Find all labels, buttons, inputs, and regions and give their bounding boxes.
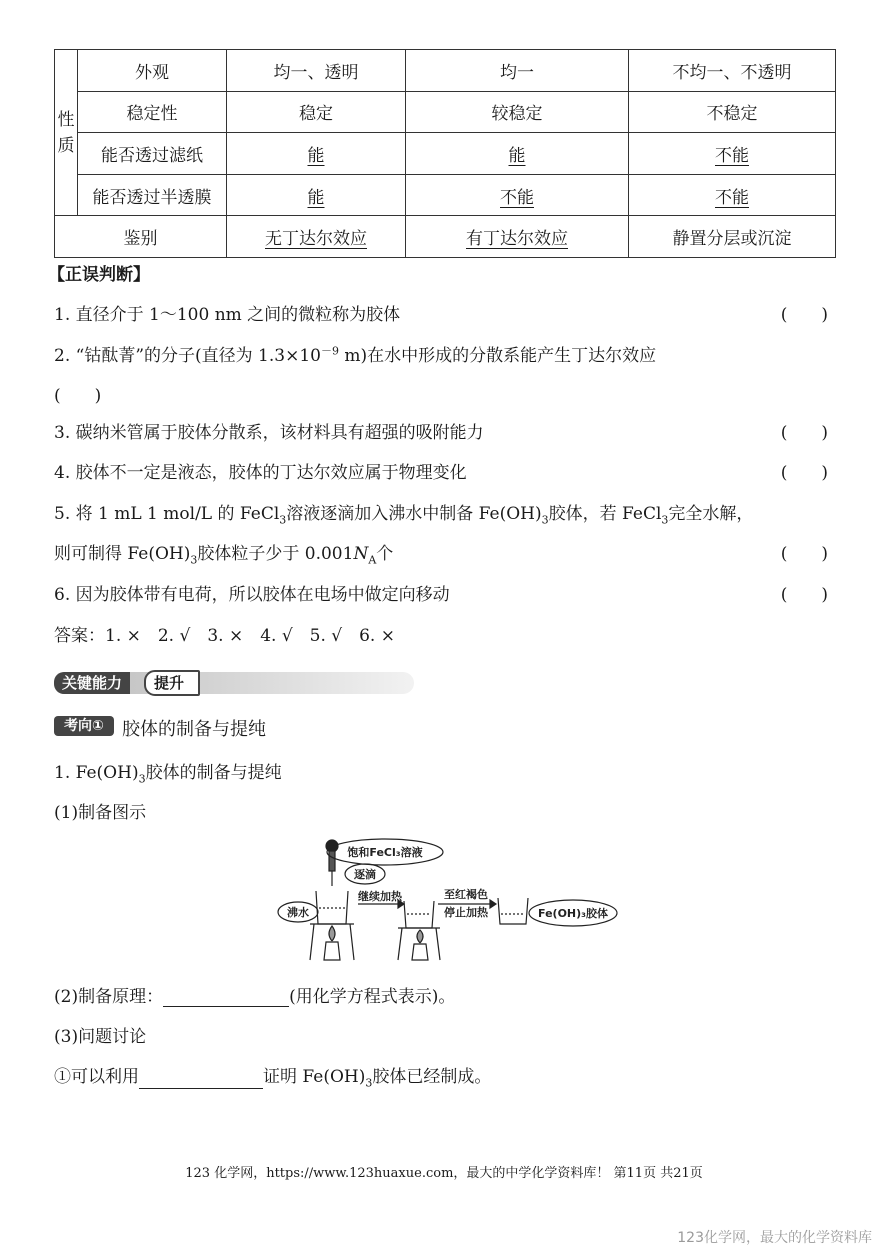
- cell-text: 不能: [715, 145, 749, 166]
- table-row: [55, 50, 836, 92]
- p3-text: (用化学方程式表示)。: [289, 987, 456, 1007]
- paragraph-5: [54, 1062, 491, 1089]
- cell-text: 能: [307, 187, 325, 208]
- table-row: [55, 133, 836, 175]
- cell: [227, 216, 406, 258]
- burner-icon: [398, 928, 440, 960]
- answer-paren[interactable]: ( ): [780, 463, 828, 483]
- question-6: 6. 因为胶体带有电荷，所以胶体在电场中做定向移动: [54, 585, 450, 605]
- banner-left-label: 关键能力: [54, 672, 130, 694]
- cell: 均一、透明: [227, 50, 406, 92]
- water-label: 沸水: [287, 906, 309, 919]
- p3-text: (2)制备原理：: [54, 987, 164, 1007]
- row-label: 能否透过半透膜: [78, 174, 227, 216]
- watermark: 123化学网，最大的化学资料库: [677, 1230, 872, 1246]
- cell: [227, 174, 406, 216]
- colloid-properties-table: [54, 49, 836, 258]
- answer-key: 答案：1. × 2. √ 3. × 4. √ 5. √ 6. ×: [54, 626, 395, 646]
- q2-text: 2. “钴酞菁”的分子(直径为 1.3×10: [54, 346, 321, 366]
- cell-text: 有丁达尔效应: [466, 229, 568, 250]
- cell: 均一: [406, 50, 629, 92]
- cell: [406, 133, 629, 175]
- answer-blank[interactable]: [139, 1070, 263, 1089]
- q5-text: 个: [376, 544, 394, 564]
- question-1: 1. 直径介于 1～100 nm 之间的微粒称为胶体: [54, 305, 401, 325]
- cell: 不稳定: [629, 91, 836, 133]
- p5-text: ①可以利用: [54, 1067, 139, 1087]
- property-side-label: [55, 50, 78, 216]
- answer-paren[interactable]: ( ): [780, 423, 828, 443]
- cell-text: 能: [508, 145, 526, 166]
- subscript: 3: [365, 1076, 373, 1090]
- footer-line: 123 化学网，https://www.123huaxue.com，最大的中学化学资料库！ 第11页 共21页: [185, 1166, 703, 1181]
- question-5: [54, 499, 753, 526]
- p1-text: 1. Fe(OH): [54, 763, 139, 783]
- question-5-cont: [54, 539, 393, 566]
- subscript: 3: [190, 553, 198, 567]
- paragraph-1: [54, 758, 282, 785]
- question-3: 3. 碳纳米管属于胶体分散系，该材料具有超强的吸附能力: [54, 423, 484, 443]
- q5-text: 胶体，若 FeCl: [548, 504, 662, 524]
- beaker-icon: [316, 891, 348, 924]
- table-row: [55, 91, 836, 133]
- burner-icon: [310, 924, 354, 960]
- side-label-char: 质: [57, 135, 75, 156]
- question-4: 4. 胶体不一定是液态，胶体的丁达尔效应属于物理变化: [54, 463, 467, 483]
- cell: 静置分层或沉淀: [629, 216, 836, 258]
- subscript: A: [368, 553, 377, 567]
- cell: 稳定: [227, 91, 406, 133]
- row-label: 外观: [78, 50, 227, 92]
- cell-text: 能: [307, 145, 325, 166]
- product-label: Fe(OH)₃胶体: [538, 907, 608, 920]
- p1-text: 胶体的制备与提纯: [145, 763, 282, 783]
- judge-heading: 【正误判断】: [48, 265, 150, 285]
- q5-text: 胶体粒子少于 0.001: [197, 544, 354, 564]
- answer-paren[interactable]: ( ): [780, 544, 828, 564]
- table-row: [55, 174, 836, 216]
- section-banner: [54, 672, 414, 696]
- beaker-icon: [404, 901, 434, 928]
- subscript: 3: [279, 513, 287, 527]
- p5-text: 胶体已经制成。: [372, 1067, 492, 1087]
- paragraph-3: [54, 982, 455, 1007]
- q5-text: 溶液逐滴加入沸水中制备 Fe(OH): [286, 504, 542, 524]
- row-label: 能否透过滤纸: [78, 133, 227, 175]
- paragraph-2: (1)制备图示: [54, 803, 147, 823]
- q5-text: 完全水解，: [668, 504, 754, 524]
- question-2: [54, 341, 656, 366]
- cell: 较稳定: [406, 91, 629, 133]
- paragraph-4: (3)问题讨论: [54, 1027, 147, 1047]
- answer-paren[interactable]: ( ): [780, 305, 828, 325]
- subscript: 3: [138, 772, 146, 786]
- cell-text: 无丁达尔效应: [265, 229, 367, 250]
- cell-text: 不能: [715, 187, 749, 208]
- preparation-diagram: [270, 836, 620, 966]
- side-label-char: 性: [57, 109, 75, 130]
- subscript: 3: [541, 513, 549, 527]
- answer-paren[interactable]: ( ): [780, 585, 828, 605]
- answer-blank[interactable]: [163, 988, 289, 1007]
- banner-right-label: 提升: [144, 670, 200, 696]
- q5-text: 5. 将 1 mL 1 mol/L 的 FeCl: [54, 504, 280, 524]
- beaker-icon: [498, 898, 528, 924]
- cell: [406, 216, 629, 258]
- table-row: [55, 216, 836, 258]
- row-label: 稳定性: [78, 91, 227, 133]
- p5-text: 证明 Fe(OH): [263, 1067, 366, 1087]
- cell: [406, 174, 629, 216]
- cell: [629, 174, 836, 216]
- subscript: 3: [661, 513, 669, 527]
- reagent-label: 饱和FeCl₃溶液: [347, 846, 423, 859]
- step2b-label: 停止加热: [444, 906, 488, 919]
- row-label: 鉴别: [55, 216, 227, 258]
- drop-label: 逐滴: [354, 868, 376, 881]
- cell: 不均一、不透明: [629, 50, 836, 92]
- cell: [227, 133, 406, 175]
- step1-label: 继续加热: [358, 890, 402, 903]
- cell: [629, 133, 836, 175]
- kaoxiang-badge: 考向①: [54, 716, 114, 736]
- q2-exponent: －9: [320, 344, 339, 358]
- kaoxiang-title: 胶体的制备与提纯: [122, 719, 266, 740]
- answer-paren[interactable]: ( ): [54, 386, 102, 406]
- q2-text: m)在水中形成的分散系能产生丁达尔效应: [338, 346, 657, 366]
- avogadro-symbol: N: [353, 544, 369, 564]
- q5-text: 则可制得 Fe(OH): [54, 544, 191, 564]
- cell-text: 不能: [500, 187, 534, 208]
- step2a-label: 至红褐色: [444, 888, 488, 901]
